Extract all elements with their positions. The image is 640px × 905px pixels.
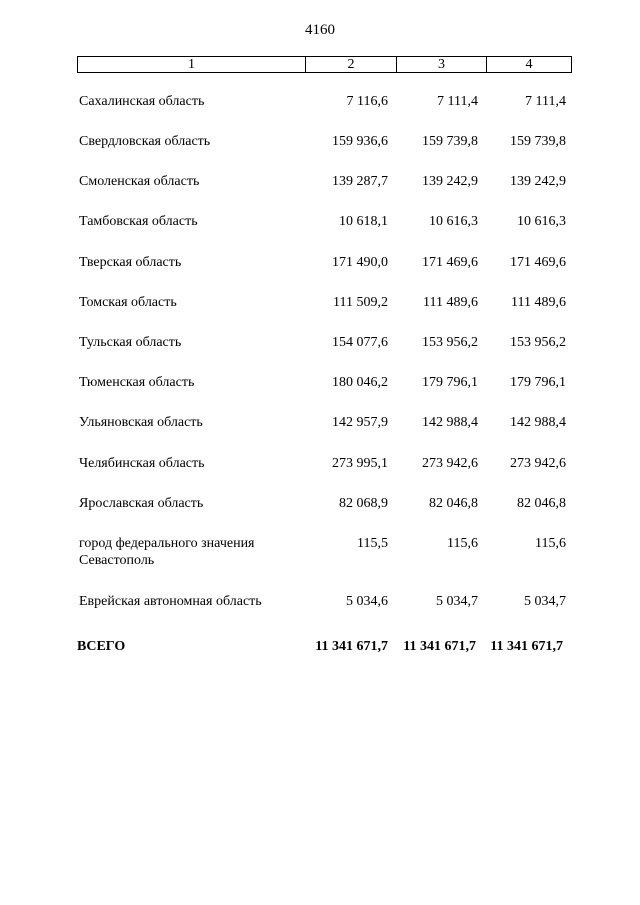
- value-col-3: 159 739,8: [422, 134, 478, 149]
- value-col-2: 5 034,6: [346, 594, 388, 609]
- region-name: Ульяновская область: [79, 415, 203, 430]
- value-col-2: 154 077,6: [332, 335, 388, 350]
- value-col-2: 7 116,6: [346, 94, 388, 109]
- value-col-3: 171 469,6: [422, 255, 478, 270]
- value-col-2: 139 287,7: [332, 174, 388, 189]
- value-col-4: 159 739,8: [510, 134, 566, 149]
- value-col-4: 273 942,6: [510, 456, 566, 471]
- value-col-2: 273 995,1: [332, 456, 388, 471]
- table-header: [77, 56, 572, 73]
- column-header-1: 1: [188, 57, 195, 72]
- value-col-2: 111 509,2: [333, 295, 388, 310]
- value-col-2: 10 618,1: [339, 214, 388, 229]
- region-name: Тверская область: [79, 255, 182, 270]
- value-col-4: 7 111,4: [525, 94, 566, 109]
- value-col-3: 7 111,4: [437, 94, 478, 109]
- value-col-3: 179 796,1: [422, 375, 478, 390]
- value-col-2: 142 957,9: [332, 415, 388, 430]
- value-col-3: 111 489,6: [423, 295, 478, 310]
- region-name: Смоленская область: [79, 174, 200, 189]
- value-col-4: 10 616,3: [517, 214, 566, 229]
- value-col-2: 82 068,9: [339, 496, 388, 511]
- column-header-3: 3: [396, 57, 486, 72]
- region-name: Ярославская область: [79, 496, 204, 511]
- value-col-4: 115,6: [535, 536, 566, 551]
- value-col-3: 153 956,2: [422, 335, 478, 350]
- value-col-4: 111 489,6: [511, 295, 566, 310]
- value-col-4: 139 242,9: [510, 174, 566, 189]
- region-name: Свердловская область: [79, 134, 211, 149]
- region-name: Тульская область: [79, 335, 182, 350]
- value-col-4: 5 034,7: [524, 594, 566, 609]
- value-col-2: 180 046,2: [332, 375, 388, 390]
- value-col-4: 153 956,2: [510, 335, 566, 350]
- value-col-4: 179 796,1: [510, 375, 566, 390]
- region-name: Тюменская область: [79, 375, 195, 390]
- value-col-3: 10 616,3: [429, 214, 478, 229]
- value-col-3: 5 034,7: [436, 594, 478, 609]
- region-name: Тамбовская область: [79, 214, 198, 229]
- column-header-4: 4: [486, 57, 571, 72]
- value-col-3: 82 046,8: [429, 496, 478, 511]
- value-col-2: 115,5: [357, 536, 388, 551]
- total-col-2: 11 341 671,7: [315, 639, 388, 654]
- value-col-3: 139 242,9: [422, 174, 478, 189]
- total-label: ВСЕГО: [77, 639, 126, 654]
- value-col-3: 273 942,6: [422, 456, 478, 471]
- value-col-4: 142 988,4: [510, 415, 566, 430]
- value-col-2: 159 936,6: [332, 134, 388, 149]
- column-header-2: 2: [305, 57, 396, 72]
- value-col-4: 82 046,8: [517, 496, 566, 511]
- total-col-3: 11 341 671,7: [403, 639, 476, 654]
- total-col-4: 11 341 671,7: [490, 639, 563, 654]
- value-col-2: 171 490,0: [332, 255, 388, 270]
- value-col-4: 171 469,6: [510, 255, 566, 270]
- value-col-3: 115,6: [447, 536, 478, 551]
- region-name: Еврейская автономная область: [79, 594, 262, 609]
- region-name: Сахалинская область: [79, 94, 205, 109]
- region-name: город федерального значения Севастополь: [79, 536, 255, 568]
- region-name: Челябинская область: [79, 456, 205, 471]
- page-number: 4160: [305, 22, 335, 38]
- value-col-3: 142 988,4: [422, 415, 478, 430]
- region-name: Томская область: [79, 295, 177, 310]
